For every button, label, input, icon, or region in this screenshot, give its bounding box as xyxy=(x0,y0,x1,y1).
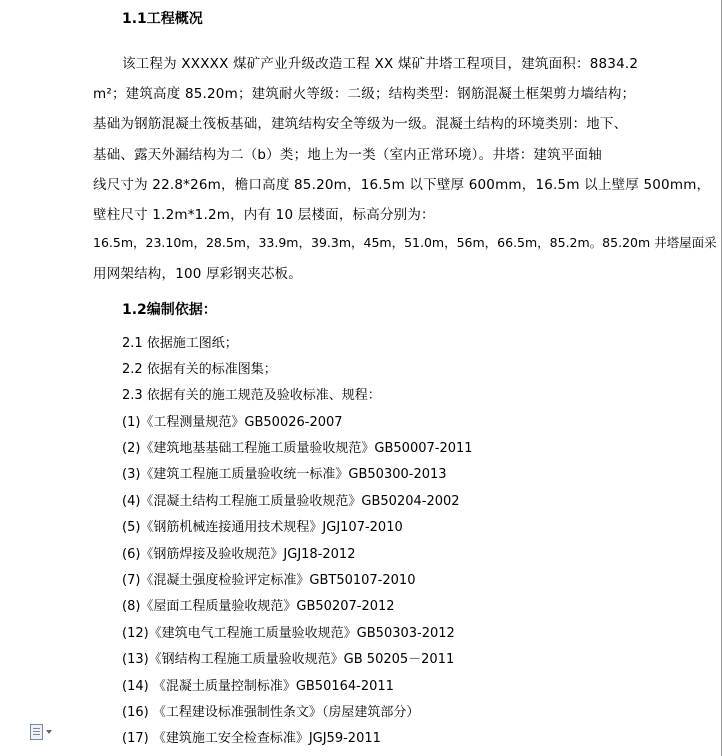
list-item: (7)《混凝土强度检验评定标准》GBT50107-2010 xyxy=(122,573,416,588)
paragraph-line: 16.5m，23.10m，28.5m，33.9m，39.3m，45m，51.0m，56m，66.5m，85.2m。85.20m 井塔屋面采 xyxy=(93,235,717,250)
list-item: (4)《混凝土结构工程施工质量验收规范》GB50204-2002 xyxy=(122,494,460,509)
paragraph-line: 该工程为 XXXXX 煤矿产业升级改造工程 XX 煤矿井塔工程项目，建筑面积：8834.2 xyxy=(122,56,639,72)
list-item: (8)《屋面工程质量验收规范》GB50207-2012 xyxy=(122,599,395,614)
list-item: (6)《钢筋焊接及验收规范》JGJ18-2012 xyxy=(122,547,356,562)
list-item: (1)《工程测量规范》GB50026-2007 xyxy=(122,415,343,430)
paragraph-line: 线尺寸为 22.8*26m，檐口高度 85.20m，16.5m 以下壁厚 600mm，16.5m 以上壁厚 500mm， xyxy=(93,177,711,193)
list-item: (3)《建筑工程施工质量验收统一标准》GB50300-2013 xyxy=(122,467,447,482)
list-item: (16) 《工程建设标准强制性条文》（房屋建筑部分） xyxy=(122,705,420,720)
paragraph-line: 用网架结构，100 厚彩钢夹芯板。 xyxy=(93,266,302,282)
paragraph-line: m²；建筑高度 85.20m；建筑耐火等级：二级；结构类型：钢筋混凝土框架剪力墙结构； xyxy=(93,86,636,102)
paragraph-line: 壁柱尺寸 1.2m*1.2m，内有 10 层楼面，标高分别为： xyxy=(93,207,435,223)
list-item: 2.3 依据有关的施工规范及验收标准、规程： xyxy=(122,388,381,403)
list-item: 2.2 依据有关的标准图集； xyxy=(122,362,277,377)
list-item: (5)《钢筋机械连接通用技术规程》JGJ107-2010 xyxy=(122,520,403,535)
caret-down-icon xyxy=(46,730,52,734)
section-heading-1-2: 1.2编制依据： xyxy=(122,302,217,318)
list-item: 2.1 依据施工图纸； xyxy=(122,336,238,351)
list-item: (13)《钢结构工程施工质量验收规范》GB 50205－2011 xyxy=(122,652,455,667)
list-item: (12)《建筑电气工程施工质量验收规范》GB50303-2012 xyxy=(122,626,455,641)
list-item: (14) 《混凝土质量控制标准》GB50164-2011 xyxy=(122,679,394,694)
list-item: (17) 《建筑施工安全检查标准》JGJ59-2011 xyxy=(122,731,381,746)
section-heading-1-1: 1.1工程概况 xyxy=(122,11,203,27)
paragraph-line: 基础、露天外漏结构为二（b）类；地上为一类（室内正常环境）。井塔：建筑平面轴 xyxy=(93,147,602,163)
paragraph-line: 基础为钢筋混凝土筏板基础，建筑结构安全等级为一级。混凝土结构的环境类别：地下、 xyxy=(93,116,628,132)
list-item: (2)《建筑地基基础工程施工质量验收规范》GB50007-2011 xyxy=(122,441,473,456)
document-page-icon xyxy=(30,724,43,740)
document-page-icon[interactable] xyxy=(30,723,58,741)
